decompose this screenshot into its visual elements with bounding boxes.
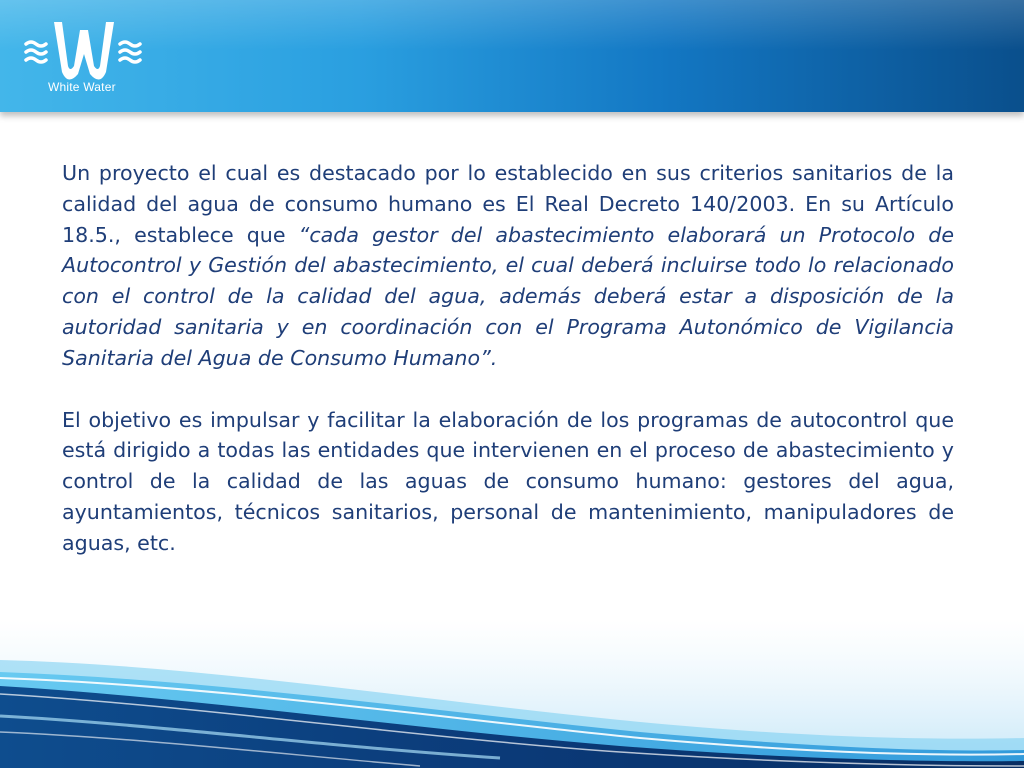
brand-name: White Water [48,80,116,94]
paragraph-1-text: Un proyecto el cual es destacado por lo establecido en sus criterios sanitarios de la calidad del agua de consumo humano es El Real Decreto 140/2003. En su Artículo 18.5., establece que [62,161,954,247]
decorative-waves [0,620,1024,768]
paragraph-1-quote: “cada gestor del abastecimiento elaborará un Protocolo de Autocontrol y Gestión del abastecimiento, el cual deberá incluirse todo lo relacionado con el control de la calidad del agua, además deberá estar a disposición de la autoridad sanitaria y en coordinación con el Programa Autonómico de Vigilancia Sanitaria del Agua de Consumo Humano”. [62,222,954,370]
header-banner [0,0,1024,112]
slide-body [62,158,954,559]
paragraph-2: El objetivo es impulsar y facilitar la elaboración de los programas de autocontrol que está dirigido a todas las entidades que intervienen en el proceso de abastecimiento y control de la calidad de las aguas de consumo humano: gestores del agua, ayuntamientos, técnicos sanitarios, personal de mantenimiento, manipuladores de aguas, etc. [62,407,954,555]
paragraph-1 [62,158,954,374]
